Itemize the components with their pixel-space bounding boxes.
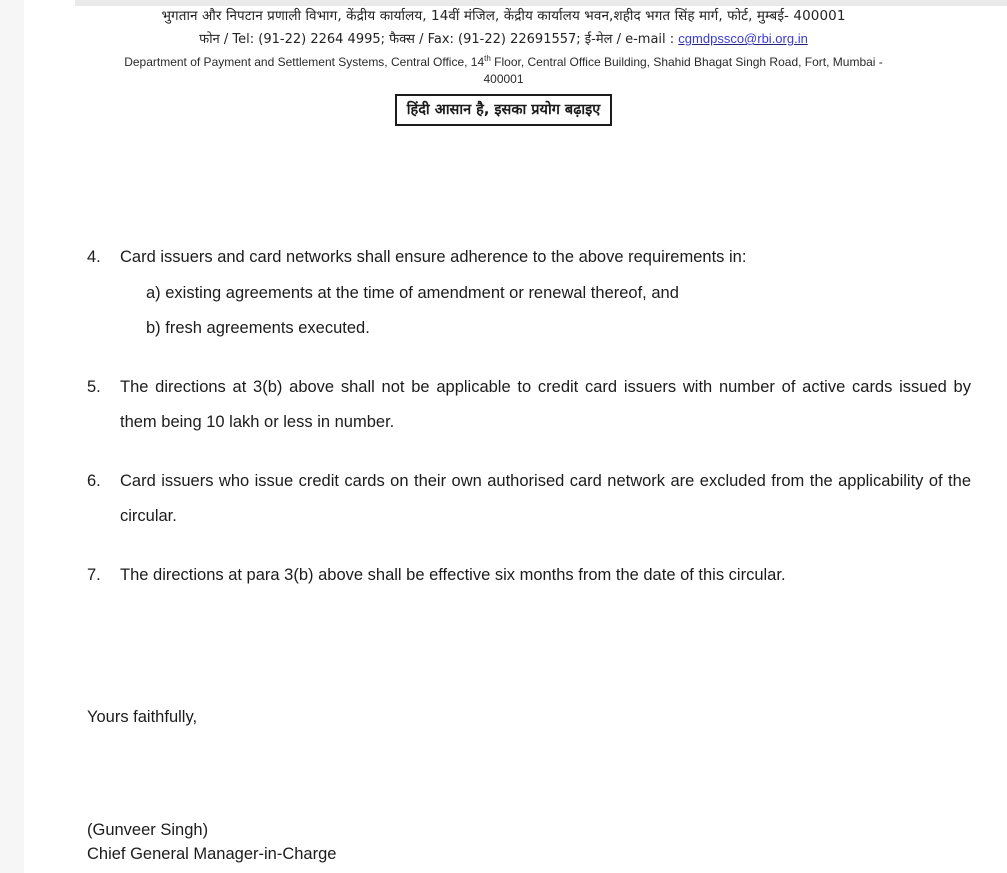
- contact-phone-fax-label: फोन / Tel: (91-22) 2264 4995; फैक्स / Fax: (91-22) 22691557; ई-मेल / e-mail :: [199, 32, 679, 47]
- paragraph-number: 6.: [87, 472, 101, 490]
- paragraph-4-subitem-b: b) fresh agreements executed.: [146, 319, 370, 337]
- paragraph-number: 5.: [87, 378, 101, 396]
- closing-salutation: Yours faithfully,: [87, 708, 198, 726]
- paragraph-text: The directions at 3(b) above shall not be applicable to credit card issuers with number of active cards issued by them being 10 lakh or less in number.: [120, 378, 971, 431]
- paragraph-6: [87, 464, 971, 534]
- paragraph-4: [87, 240, 971, 275]
- department-address-part2: Floor, Central Office Building, Shahid Bhagat Singh Road, Fort, Mumbai -: [490, 55, 883, 69]
- paragraph-number: 4.: [87, 248, 101, 266]
- signatory-title: Chief General Manager-in-Charge: [87, 845, 337, 863]
- hindi-slogan-box: हिंदी आसान है, इसका प्रयोग बढ़ाइए: [395, 94, 613, 126]
- paragraph-text: Card issuers and card networks shall ensure adherence to the above requirements in:: [120, 248, 747, 266]
- letterhead-department-line: [0, 54, 1007, 69]
- paragraph-4-subitem-a: a) existing agreements at the time of amendment or renewal thereof, and: [146, 284, 679, 302]
- signatory-name: (Gunveer Singh): [87, 821, 209, 839]
- paragraph-number: 7.: [87, 566, 101, 584]
- scan-edge-artifact-left: [0, 0, 24, 873]
- department-address-part1: Department of Payment and Settlement Systems, Central Office, 14: [124, 55, 485, 69]
- slogan-container: [0, 94, 1007, 126]
- paragraph-text: Card issuers who issue credit cards on their own authorised card network are excluded from the applicability of the circular.: [120, 472, 971, 525]
- paragraph-7: [87, 558, 971, 593]
- letterhead-contact-line: [0, 29, 1007, 47]
- email-link[interactable]: cgmdpssco@rbi.org.in: [678, 31, 808, 46]
- postal-code: 400001: [483, 72, 524, 86]
- letterhead-hindi-address: भुगतान और निपटान प्रणाली विभाग, केंद्रीय कार्यालय, 14वीं मंजिल, केंद्रीय कार्यालय भवन,शहीद भगत सिंह मार्ग, फोर्ट, मुम्बई- 400001: [161, 8, 846, 24]
- paragraph-text: The directions at para 3(b) above shall be effective six months from the date of this circular.: [120, 566, 786, 584]
- paragraph-5: [87, 370, 971, 440]
- floor-ordinal-superscript: th: [484, 54, 491, 63]
